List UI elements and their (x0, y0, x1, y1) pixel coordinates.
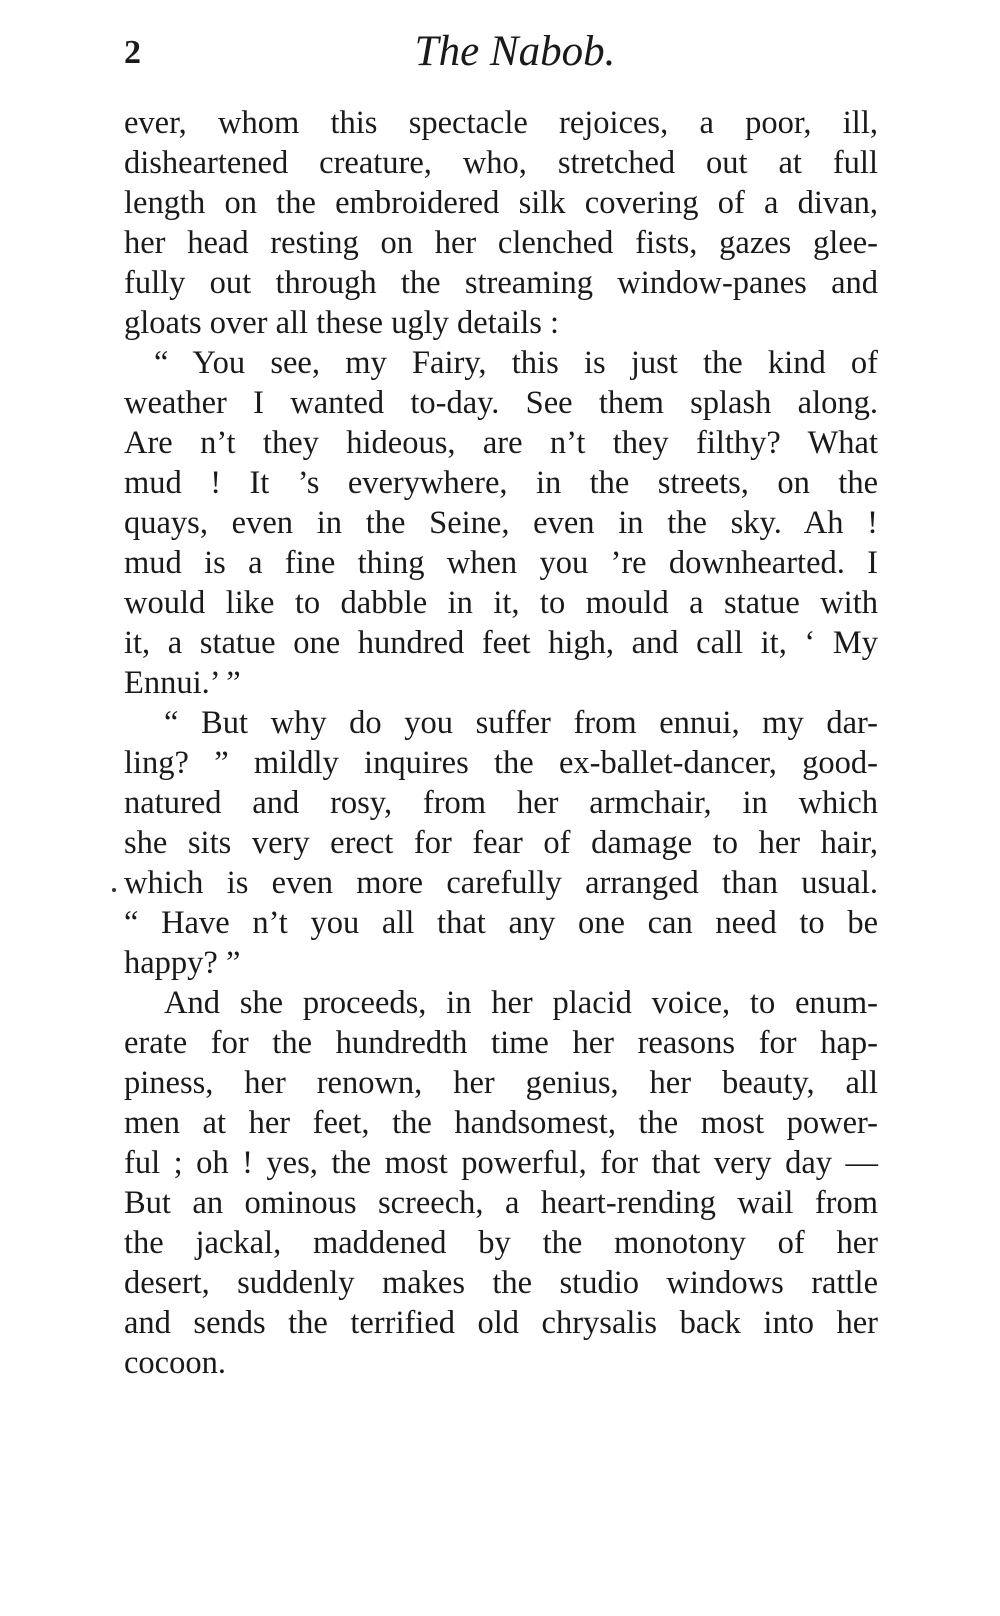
text-line: quays, even in the Seine, even in the sky. Ah ! (124, 505, 878, 541)
text-line: “ But why do you suffer from ennui, my dar- (164, 705, 878, 741)
text-line: ful ; oh ! yes, the most powerful, for that very day — (124, 1145, 878, 1181)
text-line: which is even more carefully arranged than usual. (124, 865, 878, 901)
text-line: erate for the hundredth time her reasons for hap- (124, 1025, 878, 1061)
text-line: desert, suddenly makes the studio windows rattle (124, 1265, 878, 1301)
text-line: men at her feet, the handsomest, the most power- (124, 1105, 878, 1141)
page-number: 2 (124, 34, 141, 71)
text-line: cocoon. (124, 1345, 226, 1381)
text-line: length on the embroidered silk covering of a divan, (124, 185, 878, 221)
text-line: would like to dabble in it, to mould a statue with (124, 585, 878, 621)
text-line: ling? ” mildly inquires the ex-ballet-dancer, good- (124, 745, 878, 781)
margin-mark (112, 888, 116, 892)
body-text (124, 103, 878, 1383)
text-line: piness, her renown, her genius, her beauty, all (124, 1065, 878, 1101)
text-line: her head resting on her clenched fists, gazes glee- (124, 225, 878, 261)
text-line: the jackal, maddened by the monotony of her (124, 1225, 878, 1261)
text-line: gloats over all these ugly details : (124, 305, 560, 341)
text-line: weather I wanted to-day. See them splash along. (124, 385, 878, 421)
text-line: Are n’t they hideous, are n’t they filthy? What (124, 425, 878, 461)
text-line: fully out through the streaming window-panes and (124, 265, 878, 301)
text-line: and sends the terrified old chrysalis back into her (124, 1305, 878, 1341)
text-line: mud ! It ’s everywhere, in the streets, on the (124, 465, 878, 501)
text-line: “ Have n’t you all that any one can need to be (124, 905, 878, 941)
text-line: ever, whom this spectacle rejoices, a poor, ill, (124, 105, 878, 141)
text-line: But an ominous screech, a heart-rending wail from (124, 1185, 878, 1221)
text-line: And she proceeds, in her placid voice, to enum- (164, 985, 878, 1021)
text-line: disheartened creature, who, stretched out at full (124, 145, 878, 181)
text-line: “ You see, my Fairy, this is just the kind of (154, 345, 878, 381)
text-line: Ennui.’ ” (124, 665, 241, 701)
text-line: natured and rosy, from her armchair, in which (124, 785, 878, 821)
text-line: she sits very erect for fear of damage to her hair, (124, 825, 878, 861)
running-title: The Nabob. (414, 28, 616, 75)
text-line: it, a statue one hundred feet high, and call it, ‘ My (124, 625, 878, 661)
text-line: mud is a fine thing when you ’re downhearted. I (124, 545, 878, 581)
text-line: happy? ” (124, 945, 241, 981)
